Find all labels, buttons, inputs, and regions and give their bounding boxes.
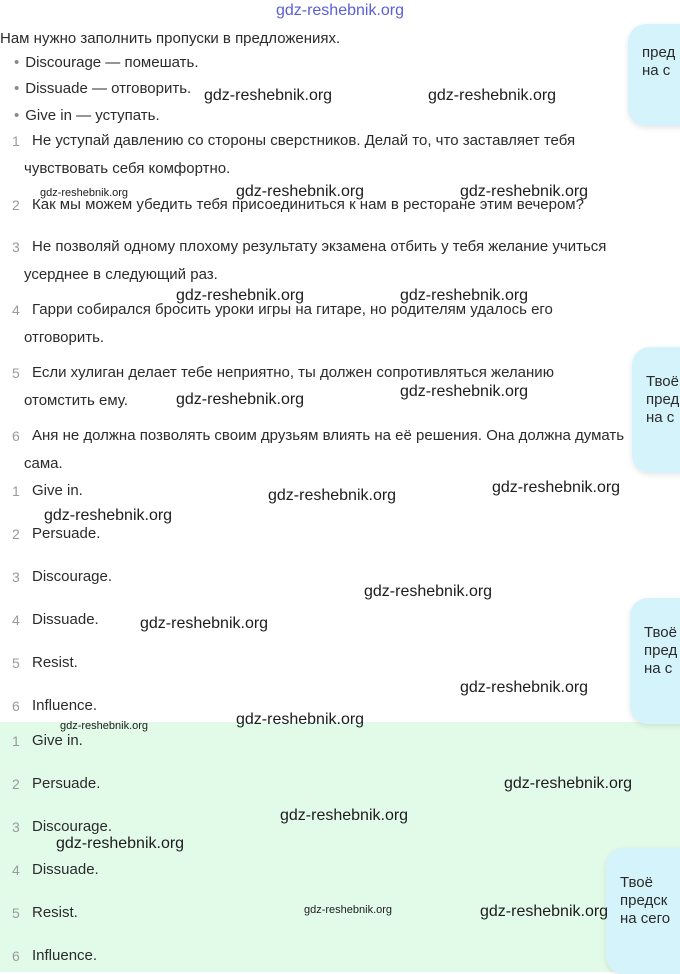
prediction-bubble[interactable]	[630, 598, 680, 724]
answer-text: Persuade.	[32, 525, 101, 542]
watermark: gdz-reshebnik.org	[236, 183, 365, 200]
watermark: gdz-reshebnik.org	[204, 87, 333, 104]
bubble-line: Твоё	[644, 624, 677, 641]
bubble-line: пред	[646, 391, 680, 408]
bubble-line: на с	[644, 660, 673, 677]
answer-number: 5	[12, 905, 20, 921]
prediction-bubble[interactable]	[606, 848, 680, 974]
watermark: gdz-reshebnik.org	[280, 807, 409, 824]
sentence-line: Аня не должна позволять своим друзьям влиять на её решения. Она должна думать	[32, 427, 625, 444]
vocab-item	[14, 107, 160, 124]
answer-number: 2	[12, 776, 20, 792]
sentence-line: Не позволяй одному плохому результату экзамена отбить у тебя желание учиться	[32, 238, 607, 255]
sentence-continuation: чувствовать себя комфортно.	[24, 160, 231, 177]
sentence-continuation: отговорить.	[24, 329, 105, 346]
watermark: gdz-reshebnik.org	[460, 679, 589, 696]
answer-number: 1	[12, 733, 20, 749]
answer-number: 3	[12, 569, 20, 585]
sentence-continuation: усерднее в следующий раз.	[24, 266, 218, 283]
intro-text: Нам нужно заполнить пропуски в предложениях.	[0, 30, 341, 47]
bubble-line: предск	[620, 892, 668, 909]
answer-text: Influence.	[32, 947, 98, 964]
sentence-line: Не уступай давлению со стороны сверстников. Делай то, что заставляет тебя	[32, 132, 576, 149]
watermark: gdz-reshebnik.org	[364, 583, 493, 600]
sentence-number: 2	[12, 197, 20, 213]
sentence-line: Если хулиган делает тебе неприятно, ты должен сопротивляться желанию	[32, 364, 554, 381]
sentence-continuation: сама.	[24, 455, 63, 472]
bubble-line: на с	[642, 62, 671, 79]
sentence-number: 5	[12, 365, 20, 381]
bullet-icon: •	[14, 80, 20, 97]
answer-number: 6	[12, 698, 20, 714]
bubble-line: на сего	[620, 910, 671, 927]
watermark: gdz-reshebnik.org	[44, 507, 173, 524]
answer-number: 1	[12, 483, 20, 499]
vocab-text: Discourage — помешать.	[25, 54, 199, 71]
answer-number: 2	[12, 526, 20, 542]
answer-number: 3	[12, 819, 20, 835]
watermark: gdz-reshebnik.org	[40, 187, 129, 199]
watermark: gdz-reshebnik.org	[504, 775, 633, 792]
bubble-line: Твоё	[646, 373, 679, 390]
answer-text: Give in.	[32, 482, 83, 499]
answer-number: 5	[12, 655, 20, 671]
prediction-bubble[interactable]	[628, 24, 680, 126]
sentence-number: 4	[12, 302, 20, 318]
watermark: gdz-reshebnik.org	[480, 903, 609, 920]
answer-number: 4	[12, 862, 20, 878]
vocab-item	[14, 54, 199, 71]
watermark: gdz-reshebnik.org	[176, 287, 305, 304]
watermark: gdz-reshebnik.org	[400, 287, 529, 304]
answer-text: Persuade.	[32, 775, 101, 792]
watermark: gdz-reshebnik.org	[492, 479, 621, 496]
site-header-link[interactable]: gdz-reshebnik.org	[275, 2, 405, 19]
watermark: gdz-reshebnik.org	[176, 391, 305, 408]
answer-text: Give in.	[32, 732, 83, 749]
bubble-line: на с	[646, 409, 675, 426]
answer-text: Resist.	[32, 654, 78, 671]
watermark: gdz-reshebnik.org	[140, 615, 269, 632]
answer-text: Influence.	[32, 697, 98, 714]
answer-text: Discourage.	[32, 818, 113, 835]
answer-text: Dissuade.	[32, 861, 99, 878]
answer-text: Dissuade.	[32, 611, 99, 628]
sentence-number: 6	[12, 428, 20, 444]
answer-number: 4	[12, 612, 20, 628]
bubble-line: пред	[642, 44, 676, 61]
bullet-icon: •	[14, 107, 20, 124]
sentence-line: Как мы можем убедить тебя присоединиться к нам в ресторане этим вечером?	[32, 196, 584, 213]
sentence-number: 1	[12, 133, 20, 149]
sentence-continuation: отомстить ему.	[24, 392, 128, 409]
watermark: gdz-reshebnik.org	[460, 183, 589, 200]
watermark: gdz-reshebnik.org	[400, 383, 529, 400]
answer-text: Discourage.	[32, 568, 113, 585]
watermark: gdz-reshebnik.org	[60, 720, 149, 732]
watermark: gdz-reshebnik.org	[236, 711, 365, 728]
watermark: gdz-reshebnik.org	[304, 904, 393, 916]
prediction-bubble[interactable]	[632, 347, 680, 473]
vocab-text: Dissuade — отговорить.	[25, 80, 192, 97]
sentence-line: Гарри собирался бросить уроки игры на гитаре, но родителям удалось его	[32, 301, 553, 318]
bubble-line: Твоё	[620, 874, 653, 891]
watermark: gdz-reshebnik.org	[428, 87, 557, 104]
answer-text: Resist.	[32, 904, 78, 921]
sentence-number: 3	[12, 239, 20, 255]
answer-number: 6	[12, 948, 20, 964]
vocab-text: Give in — уступать.	[25, 107, 160, 124]
bullet-icon: •	[14, 54, 20, 71]
watermark: gdz-reshebnik.org	[268, 487, 397, 504]
vocab-item	[14, 80, 191, 97]
watermark: gdz-reshebnik.org	[56, 835, 185, 852]
bubble-line: пред	[644, 642, 678, 659]
